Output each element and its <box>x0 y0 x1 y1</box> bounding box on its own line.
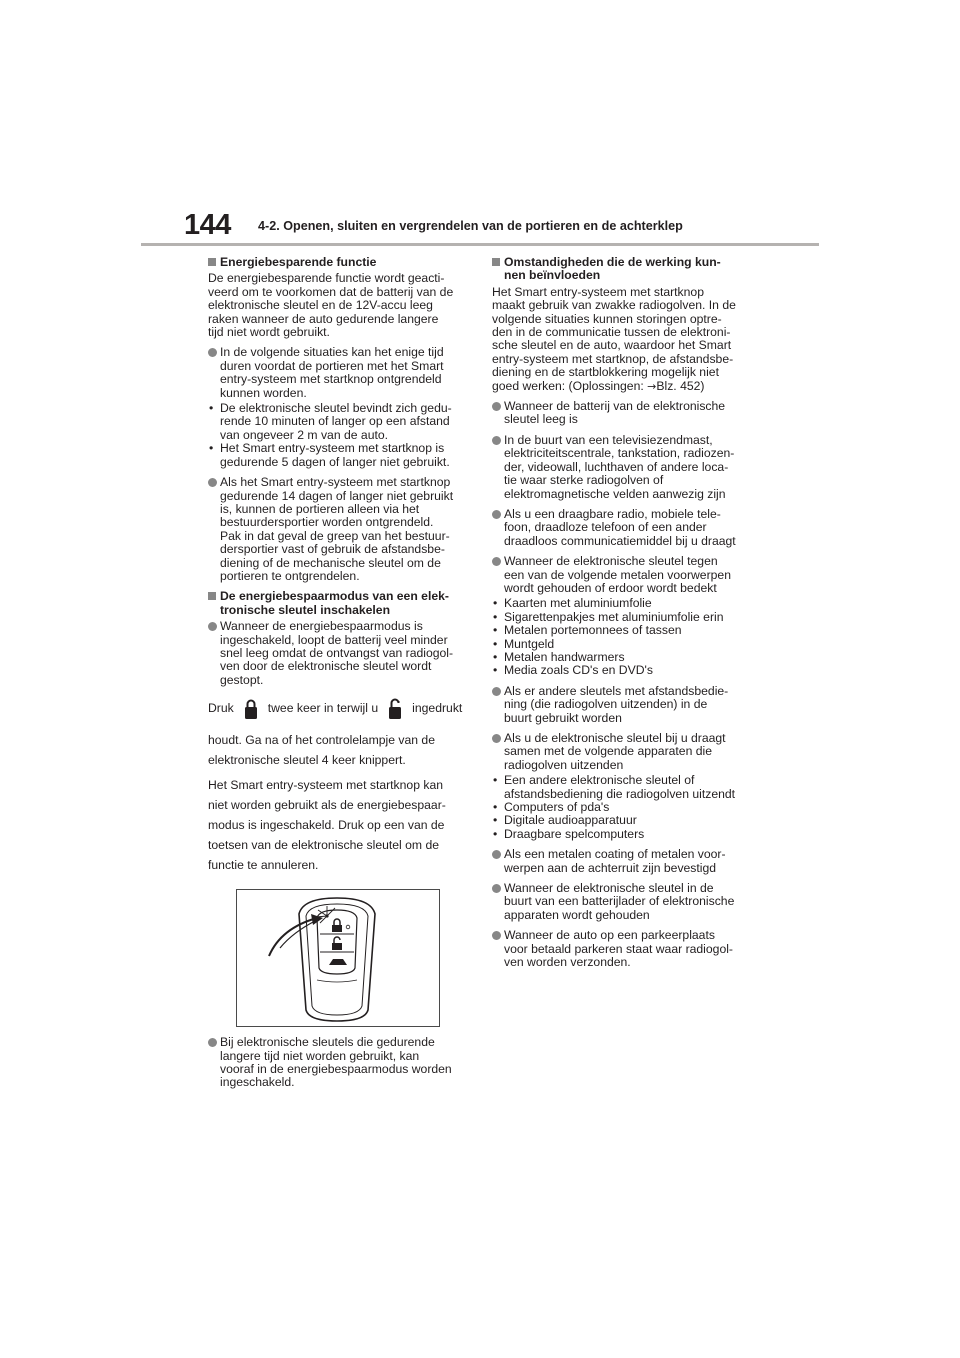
bullet-icon <box>492 557 501 566</box>
bullet-icon <box>492 850 501 859</box>
bullet-icon <box>492 402 501 411</box>
page-reference: Blz. 452) <box>656 378 705 393</box>
sub-item-text: Sigarettenpakjes met aluminiumfolie erin <box>504 609 724 624</box>
bullet-icon <box>492 436 501 445</box>
bullet-icon <box>492 931 501 940</box>
bullet-text: Als er andere sleutels met afstandsbedie- ning (die radiogolven uitzenden) in de buurt gebruikt worden <box>504 683 729 725</box>
sub-item: • Computers of pda's <box>493 800 610 815</box>
sub-item: • Media zoals CD's en DVD's <box>493 663 653 678</box>
list-item <box>492 732 760 841</box>
bullet-text: Als het Smart entry-systeem met startknop gedurende 14 dagen of langer niet gebruikt is, kunnen de portieren alleen via het bestuurdersportier worden ontgrendeld. Pak in dat geval de greep van het bestuur- dersportier vast of gebruik de afstandsbe- diening of de mechanische sleutel om de portieren te ontgrendelen. <box>220 475 454 583</box>
lock-icon <box>244 698 258 720</box>
bullet-icon <box>208 348 217 357</box>
sub-item: • Digitale audioapparatuur <box>493 813 637 828</box>
bullet-text: Wanneer de auto op een parkeerplaats voor betaald parkeren staat waar radiogol- ven worden verzonden. <box>504 928 733 970</box>
sub-item-text: Een andere elektronische sleutel of afstandsbediening die radiogolven uitzendt <box>504 773 736 801</box>
bullet-icon <box>492 510 501 519</box>
paragraph: Het Smart entry-systeem met startknop kan niet worden gebruikt als de energiebespaar- modus is ingeschakeld. Druk op een van de toetsen van de elektronische sleutel om de functie te annuleren. <box>208 778 446 873</box>
list-item <box>492 434 760 501</box>
sub-item-text: Draagbare spelcomputers <box>504 826 645 841</box>
bullet-text: Als u de elektronische sleutel bij u draagt samen met de volgende apparaten die radiogolven uitzenden <box>504 731 726 772</box>
sub-item: • De elektronische sleutel bevindt zich gedu- rende 10 minuten of langer op een afstand van ongeveer 2 m van de auto. <box>209 401 452 442</box>
page-reference-arrow-icon: → <box>647 379 657 393</box>
unlock-icon <box>388 698 402 720</box>
bullet-icon <box>492 734 501 743</box>
instruction-text: twee keer in terwijl u <box>267 701 379 716</box>
sub-item-text: Muntgeld <box>504 636 555 651</box>
bullet-text: Wanneer de batterij van de elektronische sleutel leeg is <box>504 399 726 427</box>
heading-power-saving-mode <box>208 590 470 617</box>
paragraph <box>492 286 760 393</box>
list-item <box>492 848 760 875</box>
sub-item-text: Metalen portemonnees of tassen <box>504 623 682 638</box>
section-square-icon <box>492 258 500 266</box>
sub-item: • Een andere elektronische sleutel of afstandsbediening die radiogolven uitzendt <box>493 773 736 801</box>
heading-energy-saving <box>208 256 470 269</box>
heading-conditions <box>492 256 760 283</box>
key-fob-illustration <box>236 889 440 1027</box>
list-item <box>492 555 760 678</box>
instruction-line <box>208 694 470 724</box>
bullet-text: Als u een draagbare radio, mobiele tele- foon, draadloze telefoon of een ander draadloos communicatiemiddel bij u draagt <box>504 506 736 548</box>
section-square-icon <box>208 258 216 266</box>
sub-item: • Het Smart entry-systeem met startknop is gedurende 5 dagen of langer niet gebruikt. <box>209 441 450 469</box>
list-item <box>492 508 760 548</box>
left-column <box>208 256 470 1097</box>
sub-item-text: Computers of pda's <box>504 800 610 815</box>
list-item <box>208 1036 470 1090</box>
section-square-icon <box>208 592 216 600</box>
heading-text: Energiebesparende functie <box>220 255 377 269</box>
bullet-icon <box>208 622 217 631</box>
list-item <box>208 620 470 687</box>
bullet-text: In de buurt van een televisiezendmast, elektriciteitscentrale, tankstation, radiozen- der, videowall, luchthaven of andere loca- tie waar sterke radiogolven of elektromagnetische velden aanwezig zijn <box>504 432 735 501</box>
list-item <box>492 882 760 922</box>
sub-item-text: Media zoals CD's en DVD's <box>504 663 653 678</box>
bullet-icon <box>208 478 217 487</box>
paragraph: De energiebesparende functie wordt geacti- veerd om te voorkomen dat de batterij van de elektronische sleutel en de 12V-accu leeg raken wanneer de auto gedurende langere tijd niet wordt gebruikt. <box>208 271 454 340</box>
section-title: 4-2. Openen, sluiten en vergrendelen van de portieren en de achterklep <box>258 219 683 233</box>
paragraph-text: Het Smart entry-systeem met startknop maakt gebruik van zwakke radiogolven. In de volgende situaties kunnen storingen optre- den in de communicatie tussen de elektroni- sche sleutel en de auto, waardoor het Smart entry-systeem met startknop, de afstandsbe- diening en de startblokkering mogelijk niet goed werken: (Oplossingen: <box>492 284 736 393</box>
bullet-icon <box>492 884 501 893</box>
sub-item: • Kaarten met aluminiumfolie <box>493 596 652 611</box>
sub-item-text: Metalen handwarmers <box>504 649 625 664</box>
instruction-text: ingedrukt <box>412 701 463 716</box>
list-item <box>208 346 470 469</box>
sub-item: • Draagbare spelcomputers <box>493 826 645 841</box>
bullet-icon <box>208 1038 217 1047</box>
list-item <box>492 685 760 725</box>
sub-item-text: Het Smart entry-systeem met startknop is gedurende 5 dagen of langer niet gebruikt. <box>220 441 450 469</box>
key-fob-drawing <box>237 890 439 1026</box>
bullet-text: Bij elektronische sleutels die gedurende langere tijd niet worden gebruikt, kan vooraf in de energiebespaarmodus worden ingeschakeld. <box>220 1035 452 1090</box>
sub-item: • Sigarettenpakjes met aluminiumfolie erin <box>493 609 724 624</box>
bullet-text: Wanneer de elektronische sleutel in de buurt van een batterijlader of elektronische apparaten wordt gehouden <box>504 881 735 922</box>
bullet-text: Als een metalen coating of metalen voor- werpen aan de achterruit zijn bevestigd <box>504 847 726 875</box>
sub-item-text: Digitale audioapparatuur <box>504 813 637 828</box>
bullet-icon <box>492 687 501 696</box>
list-item <box>208 476 470 583</box>
sub-item-text: Kaarten met aluminiumfolie <box>504 596 652 611</box>
sub-item-text: De elektronische sleutel bevindt zich gedu- rende 10 minuten of langer op een afstand van ongeveer 2 m van de auto. <box>220 401 452 442</box>
bullet-text: Wanneer de energiebespaarmodus is ingeschakeld, loopt de batterij veel minder snel leeg omdat de ontvangst van radiogol- ven door de elektronische sleutel wordt gestopt. <box>220 619 454 687</box>
list-item <box>492 400 760 427</box>
heading-text: Omstandigheden die de werking kun- nen beïnvloeden <box>504 255 721 283</box>
paragraph: houdt. Ga na of het controlelampje van de elektronische sleutel 4 keer knippert. <box>208 733 435 768</box>
header-divider <box>141 243 819 246</box>
sub-item: • Metalen handwarmers <box>493 649 625 664</box>
sub-item: • Muntgeld <box>493 636 555 651</box>
page-number: 144 <box>184 209 231 241</box>
bullet-text: Wanneer de elektronische sleutel tegen een van de volgende metalen voorwerpen wordt gehouden of erdoor wordt bedekt <box>504 554 731 595</box>
instruction-text: Druk <box>208 701 234 716</box>
sub-item: • Metalen portemonnees of tassen <box>493 623 682 638</box>
list-item <box>492 929 760 969</box>
heading-text: De energiebespaarmodus van een elek- tronische sleutel inschakelen <box>220 589 449 617</box>
right-column <box>492 256 760 977</box>
bullet-text: In de volgende situaties kan het enige tijd duren voordat de portieren met het Smart entry-systeem met startknop ontgrendeld kunnen worden. <box>220 345 444 400</box>
